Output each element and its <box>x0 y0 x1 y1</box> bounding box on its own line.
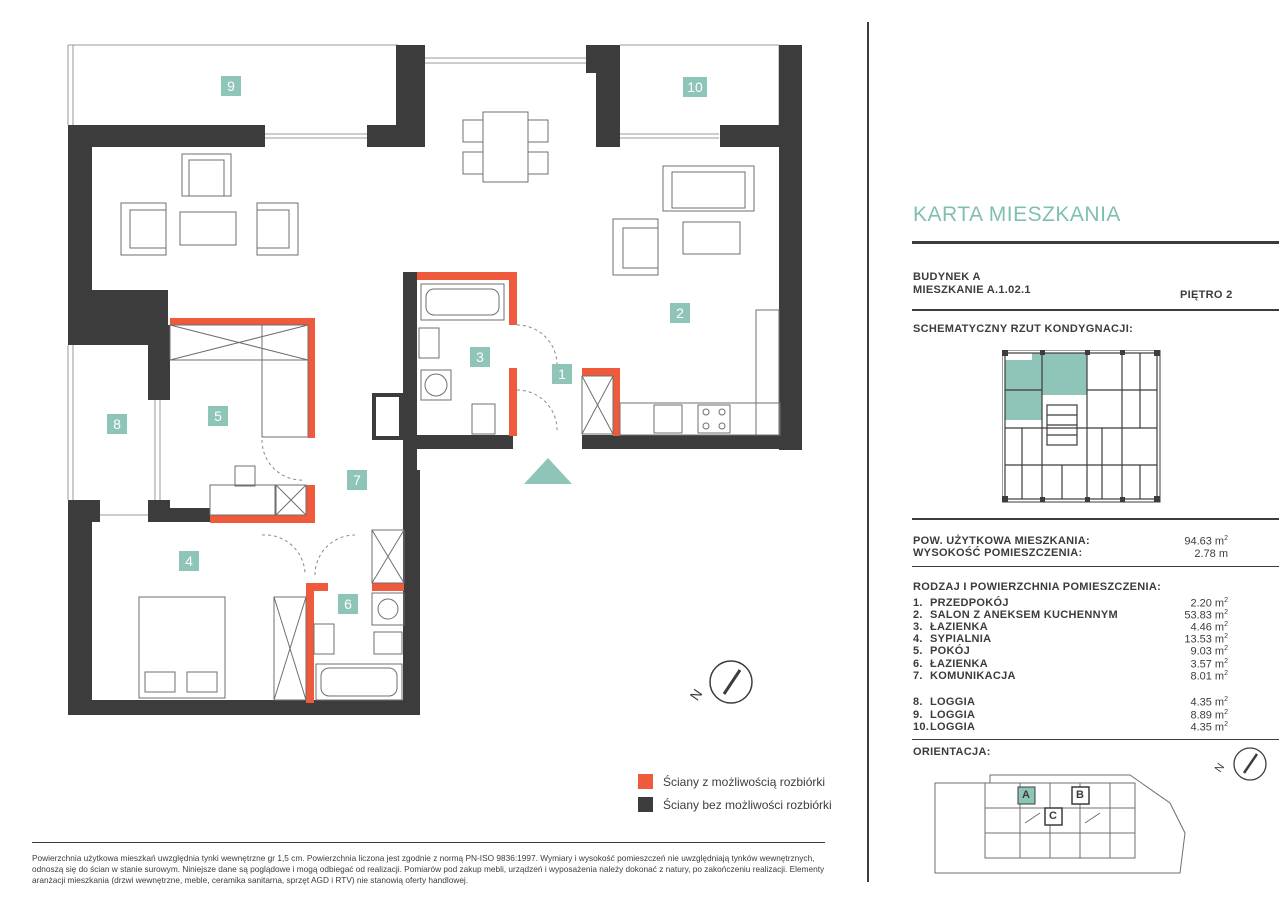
room-number: 10. <box>913 721 930 733</box>
room-name: ŁAZIENKA <box>930 658 989 670</box>
room-number: 8. <box>913 696 923 708</box>
room-area: 4.35 $m^2$ <box>1190 721 1228 734</box>
usable-area-label: POW. UŻYTKOWA MIESZKANIA: <box>913 535 1090 547</box>
room-number: 7. <box>913 670 923 682</box>
room-number: 1. <box>913 597 923 609</box>
orientation-building-c: C <box>1049 810 1057 822</box>
room-area: 2.20 $m^2$ <box>1190 597 1228 610</box>
room-number: 3. <box>913 621 923 633</box>
room-area-number: 4.35 m <box>1190 696 1225 709</box>
building-label: BUDYNEK A <box>913 271 981 283</box>
room-label-3: 3 <box>470 347 490 367</box>
room-number: 5. <box>913 645 923 657</box>
room-label-7: 7 <box>347 470 367 490</box>
legend-swatch-structural <box>638 797 653 812</box>
orientation-building-a: A <box>1022 789 1030 801</box>
orientation-building-b: B <box>1076 789 1084 801</box>
structural-walls <box>68 45 802 715</box>
room-area: 8.89 $m^2$ <box>1190 709 1228 722</box>
room-name: LOGGIA <box>930 709 976 721</box>
rule-4 <box>912 739 1279 740</box>
room-area: 4.46 $m^2$ <box>1190 621 1228 634</box>
room-name: LOGGIA <box>930 696 976 708</box>
legend-swatch-demolishable <box>638 774 653 789</box>
room-label-2: 2 <box>670 303 690 323</box>
compass-letter: N <box>686 685 706 704</box>
title-rule <box>912 241 1279 244</box>
room-label-9: 9 <box>221 76 241 96</box>
entrance-marker <box>524 458 572 484</box>
room-area-number: 8.01 m <box>1190 670 1225 683</box>
schematic-label: SCHEMATYCZNY RZUT KONDYGNACJI: <box>913 323 1134 335</box>
room-area: 3.57 $m^2$ <box>1190 658 1228 671</box>
rule-1 <box>912 309 1279 311</box>
room-name: POKÓJ <box>930 645 971 657</box>
room-name: PRZEDPOKÓJ <box>930 597 1009 609</box>
footer-divider <box>32 842 825 843</box>
room-name: LOGGIA <box>930 721 976 733</box>
height-label: WYSOKOŚĆ POMIESZCZENIA: <box>913 547 1083 559</box>
room-area: 53.83 $m^2$ <box>1184 609 1228 622</box>
usable-area-value: 94.63 $m^2$ <box>1184 535 1228 548</box>
legend-label-structural: Ściany bez możliwości rozbiórki <box>663 798 832 812</box>
orientation-compass-letter: N <box>1212 761 1228 775</box>
room-number: 6. <box>913 658 923 670</box>
room-label-10: 10 <box>683 77 707 97</box>
page-title: KARTA MIESZKANIA <box>913 203 1121 226</box>
floor-schematic <box>1002 350 1162 505</box>
room-area-number: 3.57 m <box>1190 658 1225 671</box>
room-name: KOMUNIKACJA <box>930 670 1016 682</box>
room-number: 2. <box>913 609 923 621</box>
room-area: 13.53 $m^2$ <box>1184 633 1228 646</box>
room-area: 4.35 $m^2$ <box>1190 696 1228 709</box>
height-value: 2.78 m <box>1194 548 1228 560</box>
room-area: 9.03 $m^2$ <box>1190 645 1228 658</box>
room-area-number: 2.20 m <box>1190 597 1225 610</box>
room-label-4: 4 <box>179 551 199 571</box>
demolishable-walls <box>170 272 620 703</box>
rule-3 <box>912 566 1279 567</box>
room-name: SYPIALNIA <box>930 633 992 645</box>
rule-2 <box>912 518 1279 520</box>
room-label-6: 6 <box>338 594 358 614</box>
room-name: ŁAZIENKA <box>930 621 989 633</box>
orientation-map <box>930 773 1200 881</box>
room-area-number: 53.83 m <box>1184 609 1225 622</box>
rooms-label: RODZAJ I POWIERZCHNIA POMIESZCZENIA: <box>913 581 1162 593</box>
room-area-number: 4.46 m <box>1190 621 1225 634</box>
room-area-number: 8.89 m <box>1190 709 1225 722</box>
room-area-number: 9.03 m <box>1190 645 1225 658</box>
room-label-5: 5 <box>208 406 228 426</box>
orientation-label: ORIENTACJA: <box>913 746 991 758</box>
room-area-number: 13.53 m <box>1184 633 1225 646</box>
room-label-8: 8 <box>107 414 127 434</box>
panel-divider <box>867 22 869 882</box>
room-area-number: 4.35 m <box>1190 721 1225 734</box>
room-number: 9. <box>913 709 923 721</box>
room-number: 4. <box>913 633 923 645</box>
room-area: 8.01 $m^2$ <box>1190 670 1228 683</box>
usable-area-number: 94.63 m <box>1184 535 1225 548</box>
compass-icon <box>710 661 752 703</box>
disclaimer: Powierzchnia użytkowa mieszkań uwzględnia tynki wewnętrzne gr 1,5 cm. Powierzchnia liczona jest zgodnie z normą PN-ISO 9836:1997. Wymiary i wysokość pomieszczeń nie uwzględniają tynków wewnętrznych, odnoszą się do ścian w stanie surowym. Niniejsze dane są poglądowe i mogą odbiegać od realizacji. Pomiarów pod zakup mebli, urządzeń i wyposażenia należy dokonać z natury, po zakończeniu realizacji. Elementy aranżacji mieszkania (drzwi wewnętrzne, meble, ceramika sanitarna, sprzęt AGD i RTV) nie stanowią oferty handlowej. <box>32 853 825 885</box>
room-label-1: 1 <box>552 364 572 384</box>
legend-label-demolishable: Ściany z możliwością rozbiórki <box>663 775 826 789</box>
room-name: SALON Z ANEKSEM KUCHENNYM <box>930 609 1118 621</box>
floor-label: PIĘTRO 2 <box>1180 289 1233 301</box>
apartment-label: MIESZKANIE A.1.02.1 <box>913 284 1031 296</box>
